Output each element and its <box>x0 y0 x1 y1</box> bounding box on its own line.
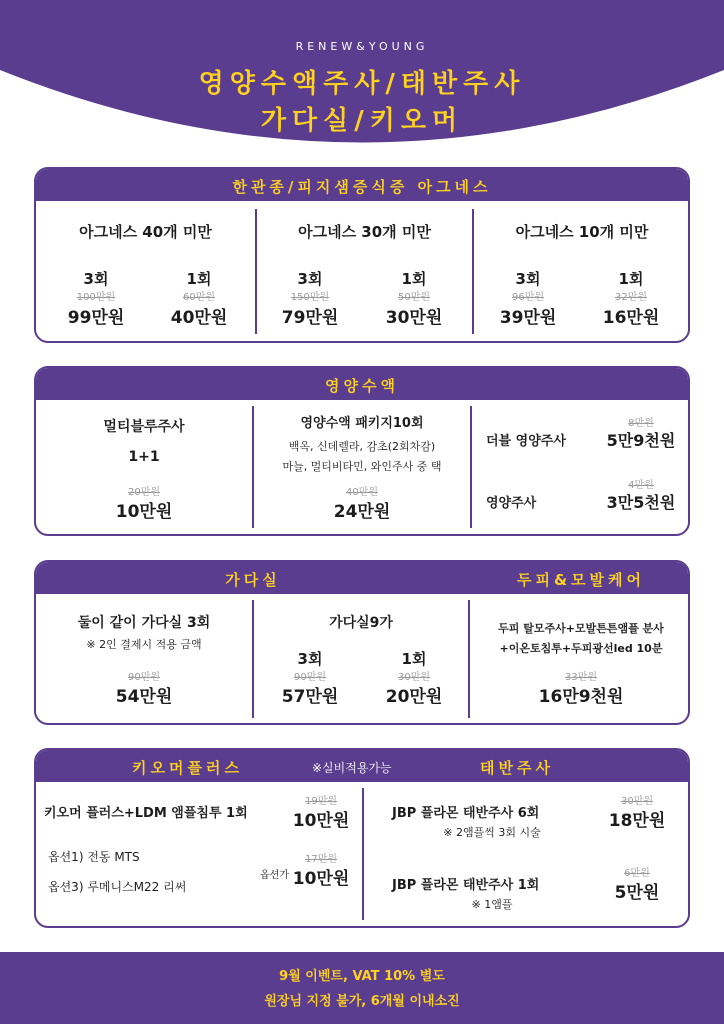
iv-package-desc1: 백옥, 신데렐라, 감초(2회차감) <box>288 440 436 453</box>
gardasil9-price-a: 57만원 <box>281 687 339 707</box>
placenta-heading: 태반주사 <box>480 759 554 777</box>
gardasil-heading: 가다실 <box>225 571 281 589</box>
header-banner <box>0 0 724 160</box>
agnes-heading: 한관종/피지샘증식증 아그네스 <box>232 178 492 196</box>
kiomer-divider <box>362 788 364 920</box>
page-title-line1: 영양수액주사/태반주사 <box>198 69 526 99</box>
kiomer-option3: 옵션3) 루메니스M22 리써 <box>48 880 187 894</box>
gardasil9-original-b: 30만원 <box>397 672 431 683</box>
jbp1-name: JBP 플라몬 태반주사 1회 <box>392 878 540 893</box>
agnes-col3-name: 아그네스 10개 미만 <box>515 223 649 241</box>
agnes-col3-count-b: 1회 <box>618 270 644 288</box>
kiomer-option-price: 10만원 <box>292 869 350 889</box>
agnes-col1-price-a: 99만원 <box>67 308 125 328</box>
brand-name: RENEW&YOUNG <box>295 40 429 53</box>
scalp-original: 33만원 <box>564 672 598 683</box>
jbp1-note: ※ 1앰플 <box>471 898 513 911</box>
gardasil9-count-b: 1회 <box>401 650 427 668</box>
iv-package-original: 40만원 <box>345 487 379 498</box>
agnes-col1-price-b: 40만원 <box>170 308 228 328</box>
kiomer-main-original: 19만원 <box>304 796 338 807</box>
agnes-col2-price-a: 79만원 <box>281 308 339 328</box>
agnes-col2-original-a: 150만원 <box>290 292 330 303</box>
iv-package-name: 영양수액 패키지10회 <box>300 416 424 431</box>
agnes-col1-count-b: 1회 <box>186 270 212 288</box>
gardasil-panel <box>34 560 690 725</box>
agnes-col3-price-b: 16만원 <box>602 308 660 328</box>
multi-blue-offer: 1+1 <box>128 449 160 465</box>
jbp6-name: JBP 플라몬 태반주사 6회 <box>392 806 540 821</box>
agnes-col1-count-a: 3회 <box>83 270 109 288</box>
scalp-heading: 두피&모발케어 <box>516 571 646 589</box>
iv-panel <box>34 366 690 536</box>
iv-package-desc2: 마늘, 멀티비타민, 와인주사 중 택 <box>282 460 442 473</box>
kiomer-panel <box>34 748 690 928</box>
single-iv-price: 3만5천원 <box>606 493 676 512</box>
kiomer-main-name: 키오머 플러스+LDM 앰플침투 1회 <box>44 806 248 821</box>
scalp-line1: 두피 탈모주사+모발튼튼앰플 분사 <box>498 622 664 635</box>
single-iv-name: 영양주사 <box>486 496 537 511</box>
agnes-col1-original-a: 100만원 <box>76 292 116 303</box>
agnes-col1-name: 아그네스 40개 미만 <box>79 223 212 241</box>
agnes-col2-price-b: 30만원 <box>385 308 443 328</box>
agnes-col3-count-a: 3회 <box>515 270 541 288</box>
multi-blue-original: 20만원 <box>127 487 161 498</box>
scalp-line2: +이온토침투+두피광선led 10분 <box>499 642 663 655</box>
agnes-col2-original-b: 50만원 <box>397 292 431 303</box>
jbp6-price: 18만원 <box>608 811 666 831</box>
gardasil9-original-a: 90만원 <box>293 672 327 683</box>
gardasil9-price-b: 20만원 <box>385 687 443 707</box>
double-iv-price: 5만9천원 <box>606 431 676 450</box>
multi-blue-price: 10만원 <box>115 502 173 522</box>
duo-gardasil-name: 둘이 같이 가다실 3회 <box>77 615 211 631</box>
gardasil-panel-header <box>36 562 688 594</box>
page-title-line2: 가다실/키오머 <box>260 106 464 136</box>
kiomer-option-label: 옵션가 <box>260 870 289 881</box>
kiomer-panel-header <box>36 750 688 782</box>
single-iv-original: 4만원 <box>628 480 654 491</box>
scalp-price: 16만9천원 <box>538 687 624 707</box>
jbp1-original: 6만원 <box>624 868 650 879</box>
kiomer-main-price: 10만원 <box>292 811 350 831</box>
double-iv-name: 더블 영양주사 <box>486 434 566 449</box>
iv-package-price: 24만원 <box>333 502 391 522</box>
footer-line1: 9월 이벤트, VAT 10% 별도 <box>279 969 445 984</box>
iv-heading: 영양수액 <box>325 377 399 395</box>
kiomer-option1: 옵션1) 전동 MTS <box>48 850 140 864</box>
agnes-panel <box>34 167 690 343</box>
iv-divider-2 <box>470 406 472 528</box>
kiomer-option-original: 17만원 <box>304 854 338 865</box>
agnes-col1-original-b: 60만원 <box>182 292 216 303</box>
agnes-panel-header <box>36 169 688 201</box>
agnes-col2-name: 아그네스 30개 미만 <box>298 223 431 241</box>
footer-line2: 원장님 지정 불가, 6개월 이내소진 <box>264 994 460 1009</box>
agnes-col2-count-b: 1회 <box>401 270 427 288</box>
iv-panel-header <box>36 368 688 400</box>
gardasil9-name: 가다실9가 <box>329 615 393 631</box>
agnes-col3-price-a: 39만원 <box>499 308 557 328</box>
gardasil9-count-a: 3회 <box>297 650 323 668</box>
footer-banner <box>0 952 724 1024</box>
agnes-col3-original-a: 96만원 <box>511 292 545 303</box>
jbp1-price: 5만원 <box>614 883 660 903</box>
jbp6-note: ※ 2앰플씩 3회 시술 <box>443 826 541 839</box>
kiomer-heading: 키오머플러스 <box>132 759 243 777</box>
duo-gardasil-price: 54만원 <box>115 687 173 707</box>
double-iv-original: 8만원 <box>628 418 654 429</box>
duo-gardasil-note: ※ 2인 결제시 적용 금액 <box>86 638 202 651</box>
agnes-col3-original-b: 32만원 <box>614 292 648 303</box>
kiomer-insurance-note: ※실비적용가능 <box>312 761 392 775</box>
multi-blue-name: 멀티블루주사 <box>103 419 185 435</box>
agnes-col2-count-a: 3회 <box>297 270 323 288</box>
jbp6-original: 30만원 <box>620 796 654 807</box>
duo-gardasil-original: 90만원 <box>127 672 161 683</box>
